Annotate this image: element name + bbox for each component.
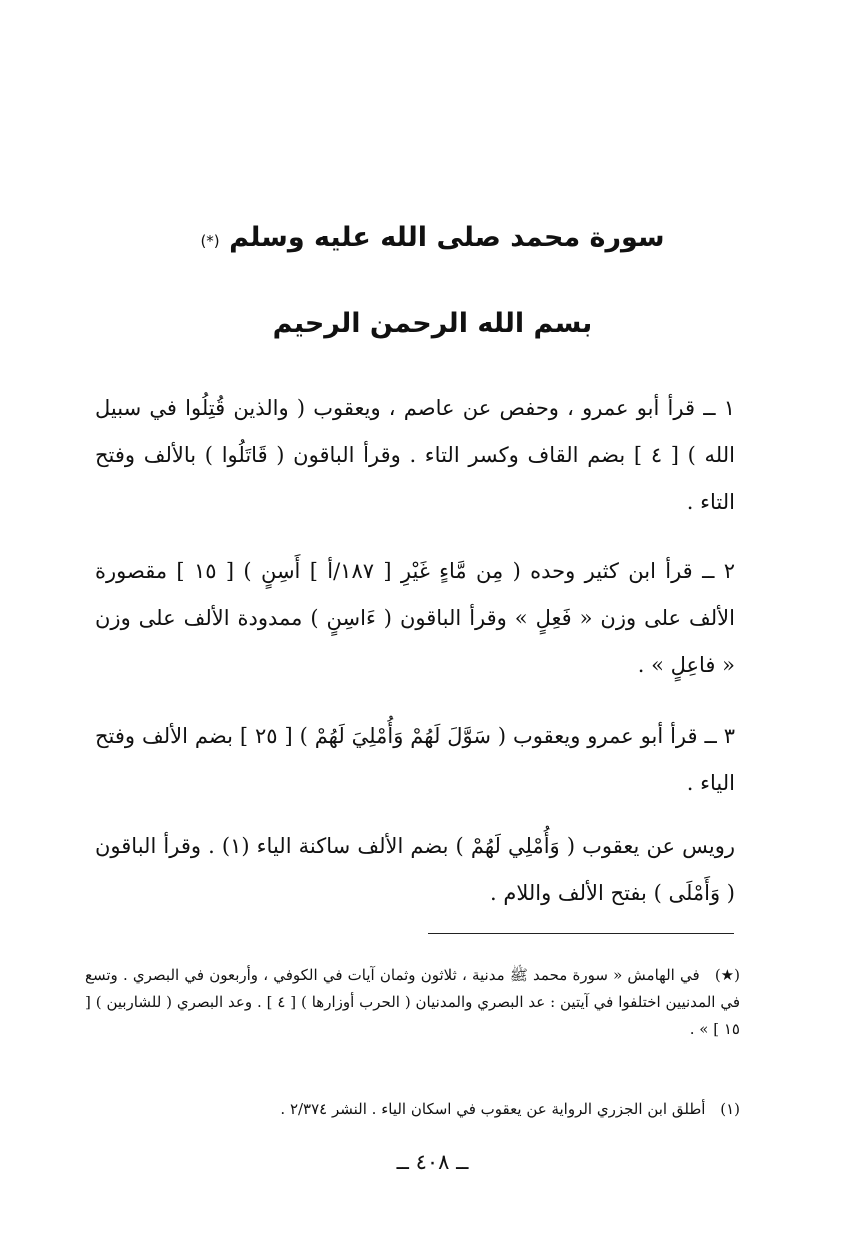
footnote-1 [85, 1096, 740, 1123]
paragraph-1: ١ ــ قرأ أبو عمرو ، وحفص عن عاصم ، ويعقوب ( والذين قُتِلُوا في سبيل الله ) [ ٤ ] بضم القاف وكسر التاء . وقرأ الباقون ( قَاتَلُوا ) بالألف وفتح التاء . [95, 396, 735, 514]
paragraph-2: ٢ ــ قرأ ابن كثير وحده ( مِن مَّاءٍ غَيْرِ [ ١٨٧/أ ] أَسِنٍ ) [ ١٥ ] مقصورة الألف على وزن « فَعِلٍ » وقرأ الباقون ( ءَاسِنٍ ) ممدودة الألف على وزن « فاعِلٍ » . [95, 559, 735, 677]
footnote-star [85, 962, 740, 1043]
footnote-divider [428, 933, 734, 934]
footnote-1-marker: (١) [720, 1100, 740, 1118]
footnote-star-marker: (★) [714, 966, 740, 984]
footnote-star-text: في الهامش « سورة محمد ﷺ مدنية ، ثلاثون وثمان آيات في الكوفي ، وأربعون في البصري . وتسع في المدنيين اختلفوا في آيتين : عد البصري والمدنيان ( الحرب أوزارها ) [ ٤ ] . وعد البصري ( للشاربين ) [ ١٥ ] » . [85, 966, 740, 1038]
footnote-1-text: أطلق ابن الجزري الرواية عن يعقوب في اسكان الياء . النشر ٢/٣٧٤ . [280, 1100, 706, 1118]
basmala: بسم الله الرحمن الرحيم [272, 308, 593, 339]
paragraph-4: رويس عن يعقوب ( وَأُمْلِي لَهُمْ ) بضم الألف ساكنة الياء (١) . وقرأ الباقون ( وَأَمْلَى ) بفتح الألف واللام . [95, 834, 735, 905]
paragraph-3: ٣ ــ قرأ أبو عمرو ويعقوب ( سَوَّلَ لَهُمْ وَأُمْلِيَ لَهُمْ ) [ ٢٥ ] بضم الألف وفتح الياء . [95, 724, 735, 795]
page-number: ــ ٤٠٨ ــ [396, 1150, 469, 1174]
title-footnote-marker: (*) [200, 232, 220, 250]
surah-title-text: سورة محمد صلى الله عليه وسلم [229, 222, 665, 253]
surah-title [120, 222, 745, 253]
